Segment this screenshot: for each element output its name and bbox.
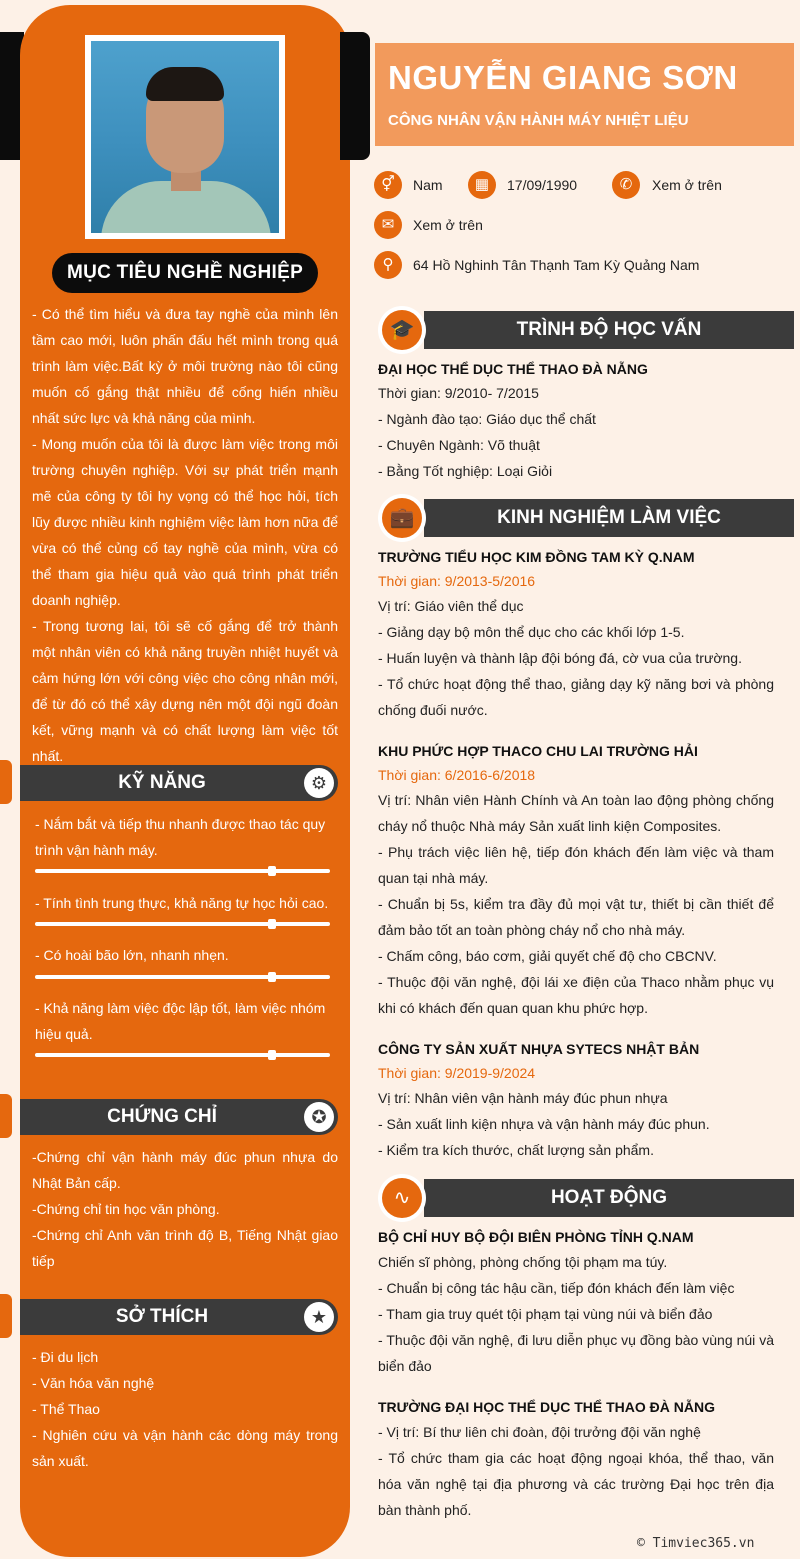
skill-item: - Nắm bắt và tiếp thu nhanh được thao tác quy trình vận hành máy. — [35, 816, 326, 858]
job-time: Thời gian: 6/2016-6/2018 — [378, 767, 536, 783]
experience-title: KINH NGHIỆM LÀM VIỆC — [497, 507, 721, 528]
hobbies-header — [20, 1299, 338, 1335]
objective-paragraph: - Có thể tìm hiểu và đưa tay nghề của mình lên tầm cao mới, luôn phấn đấu hết mình trong quá trình làm việc.Bất kỳ ở môi trường nào tôi cũng muốn cố gắng thật nhiều để cống hiến nhiều nhất sức lực và khả năng của mình. — [32, 306, 338, 426]
skill-item: - Tính tình trung thực, khả năng tự học hỏi cao. — [35, 895, 329, 911]
job-line: Vị trí: Nhân viên vận hành máy đúc phun nhựa — [378, 1090, 668, 1106]
activity-line: - Tham gia truy quét tội phạm tại vùng núi và biển đảo — [378, 1306, 713, 1322]
certificates-header — [20, 1099, 338, 1135]
email-icon: ✉ — [374, 211, 402, 239]
education-details — [378, 380, 774, 484]
education-degree: - Bằng Tốt nghiệp: Loại Giỏi — [378, 463, 553, 479]
job-details — [378, 1085, 774, 1163]
gear-icon: ⚙ — [304, 768, 334, 798]
skill-item: - Có hoài bão lớn, nhanh nhẹn. — [35, 947, 229, 963]
job-line: - Chấm công, báo cơm, giải quyết chế độ cho CBCNV. — [378, 948, 717, 964]
education-header — [424, 311, 794, 349]
objective-title: MỤC TIÊU NGHỀ NGHIỆP — [52, 253, 318, 293]
job-company: KHU PHỨC HỢP THACO CHU LAI TRƯỜNG HẢI — [378, 743, 698, 759]
skills-header — [20, 765, 338, 801]
activity-line: - Vị trí: Bí thư liên chi đoàn, đội trưởng đội văn nghệ — [378, 1424, 701, 1440]
education-title: TRÌNH ĐỘ HỌC VẤN — [516, 319, 702, 340]
hobby-item: - Thể Thao — [32, 1401, 100, 1417]
medal-icon: ✪ — [304, 1102, 334, 1132]
activity-line: - Tổ chức tham gia các hoạt động ngoại khóa, thể thao, văn hóa văn nghệ tại địa phương và các trường Đại học trên địa bàn thành phố. — [378, 1450, 774, 1518]
hobby-item: - Đi du lịch — [32, 1349, 99, 1365]
hobbies-list — [32, 1344, 338, 1474]
briefcase-icon: 💼 — [378, 494, 426, 542]
job-line: Vị trí: Giáo viên thể dục — [378, 598, 524, 614]
job-details — [378, 593, 774, 723]
job-line: - Huấn luyện và thành lập đội bóng đá, cờ vua của trường. — [378, 650, 742, 666]
sidebar — [20, 5, 350, 1557]
skill-level-bar — [35, 975, 330, 979]
profile-photo — [85, 35, 285, 239]
right-black-tab — [340, 32, 370, 160]
skill-item: - Khả năng làm việc độc lập tốt, làm việc nhóm hiệu quả. — [35, 1000, 326, 1042]
birthday-value: 17/09/1990 — [507, 177, 578, 193]
job-line: - Kiểm tra kích thước, chất lượng sản phẩm. — [378, 1142, 654, 1158]
gender-value: Nam — [413, 177, 443, 193]
activity-line: - Chuẩn bị công tác hậu cần, tiếp đón khách đến làm việc — [378, 1280, 735, 1296]
job-line: - Tổ chức hoạt động thể thao, giảng dạy kỹ năng bơi và phòng chống đuối nước. — [378, 676, 774, 718]
calendar-icon: ▦ — [468, 171, 496, 199]
edge-notch — [0, 1294, 12, 1338]
job-line: - Thuộc đội văn nghệ, đội lái xe điện của Thaco nhằm phục vụ khi có khách đến quan quan khu phức hợp. — [378, 974, 774, 1016]
certificate-item: -Chứng chỉ tin học văn phòng. — [32, 1201, 220, 1217]
skill-level-knob — [268, 972, 276, 982]
name-block — [375, 43, 794, 146]
job-company: TRƯỜNG TIỂU HỌC KIM ĐỒNG TAM KỲ Q.NAM — [378, 549, 695, 565]
gender-icon: ⚥ — [374, 171, 402, 199]
job-line: - Sản xuất linh kiện nhựa và vận hành máy đúc phun. — [378, 1116, 710, 1132]
objective-paragraph: - Mong muốn của tôi là được làm việc trong môi trường chuyên nghiệp. Với sự phát triển mạnh mẽ của công ty tôi hy vọng có thể học hỏi, tích lũy được nhiều kinh nghiệm việc làm hơn nữa để vừa có thể củng cố tay nghề của mình, vừa có thể tham gia hiệu quả vào quá trình phát triển doanh nghiệp. — [32, 436, 338, 608]
activity-details — [378, 1249, 774, 1379]
certificates-title: CHỨNG CHỈ — [107, 1106, 217, 1127]
footer-credit[interactable]: © Timviec365.vn — [637, 1536, 755, 1551]
job-details — [378, 787, 774, 1021]
location-pin-icon: ⚲ — [374, 251, 402, 279]
job-line: - Chuẩn bị 5s, kiểm tra đầy đủ mọi vật tư, thiết bị cần thiết để đảm bảo tốt an toàn phòng cháy nổ cho nhà máy. — [378, 896, 774, 938]
education-major: - Ngành đào tạo: Giáo dục thể chất — [378, 411, 596, 427]
objective-paragraph: - Trong tương lai, tôi sẽ cố gắng để trở thành một nhân viên có khả năng truyền nhiệt huyết và cảm hứng lớn với công việc cho công nhân mới, để từ đó có thể xây dựng nên một đội ngũ đoàn kết, vững mạnh và có chất lượng làm việc tốt nhất. — [32, 618, 338, 764]
job-time: Thời gian: 9/2019-9/2024 — [378, 1065, 536, 1081]
phone-icon: ✆ — [612, 171, 640, 199]
activities-title: HOẠT ĐỘNG — [550, 1187, 668, 1208]
skill-level-knob — [268, 866, 276, 876]
objective-text — [32, 301, 338, 769]
edge-notch — [0, 1094, 12, 1138]
job-company: CÔNG TY SẢN XUẤT NHỰA SYTECS NHẬT BẢN — [378, 1041, 700, 1057]
job-time: Thời gian: 9/2013-5/2016 — [378, 573, 536, 589]
education-time: Thời gian: 9/2010- 7/2015 — [378, 385, 539, 401]
phone-value: Xem ở trên — [652, 177, 722, 193]
heartbeat-icon: ∿ — [378, 1174, 426, 1222]
education-school: ĐẠI HỌC THỂ DỤC THỂ THAO ĐÀ NẴNG — [378, 361, 648, 377]
skill-level-bar — [35, 1053, 330, 1057]
job-line: Vị trí: Nhân viên Hành Chính và An toàn lao động phòng chống cháy nổ thuộc Nhà máy Sản xuất linh kiện Composites. — [378, 792, 774, 834]
skill-level-knob — [268, 919, 276, 929]
hobby-item: - Nghiên cứu và vận hành các dòng máy trong sản xuất. — [32, 1427, 338, 1469]
email-value: Xem ở trên — [413, 217, 483, 233]
activity-details — [378, 1419, 774, 1523]
skill-level-knob — [268, 1050, 276, 1060]
graduation-cap-icon: 🎓 — [378, 306, 426, 354]
experience-header — [424, 499, 794, 537]
skill-level-bar — [35, 869, 330, 873]
hobbies-title: SỞ THÍCH — [115, 1306, 209, 1327]
candidate-role: CÔNG NHÂN VẬN HÀNH MÁY NHIỆT LIỆU — [388, 112, 689, 129]
activity-org: TRƯỜNG ĐẠI HỌC THỂ DỤC THỂ THAO ĐÀ NẴNG — [378, 1399, 715, 1415]
skill-level-bar — [35, 922, 330, 926]
address-value: 64 Hồ Nghinh Tân Thạnh Tam Kỳ Quảng Nam — [413, 257, 700, 273]
star-icon: ★ — [304, 1302, 334, 1332]
activity-line: - Thuộc đội văn nghệ, đi lưu diễn phục vụ đồng bào vùng núi và biển đảo — [378, 1332, 774, 1374]
education-specialty: - Chuyên Ngành: Võ thuật — [378, 437, 540, 453]
activity-line: Chiến sĩ phòng, phòng chống tội phạm ma túy. — [378, 1254, 668, 1270]
certificate-item: -Chứng chỉ Anh văn trình độ B, Tiếng Nhật giao tiếp — [32, 1227, 338, 1269]
job-line: - Giảng dạy bộ môn thể dục cho các khối lớp 1-5. — [378, 624, 685, 640]
hobby-item: - Văn hóa văn nghệ — [32, 1375, 155, 1391]
skills-title: KỸ NĂNG — [118, 772, 206, 793]
edge-notch — [0, 760, 12, 804]
job-line: - Phụ trách việc liên hệ, tiếp đón khách đến làm việc và tham quan tại nhà máy. — [378, 844, 774, 886]
activity-org: BỘ CHỈ HUY BỘ ĐỘI BIÊN PHÒNG TỈNH Q.NAM — [378, 1229, 694, 1245]
certificates-list — [32, 1144, 338, 1274]
certificate-item: -Chứng chỉ vận hành máy đúc phun nhựa do Nhật Bản cấp. — [32, 1149, 338, 1191]
activities-header — [424, 1179, 794, 1217]
candidate-name: NGUYỄN GIANG SƠN — [388, 59, 738, 96]
